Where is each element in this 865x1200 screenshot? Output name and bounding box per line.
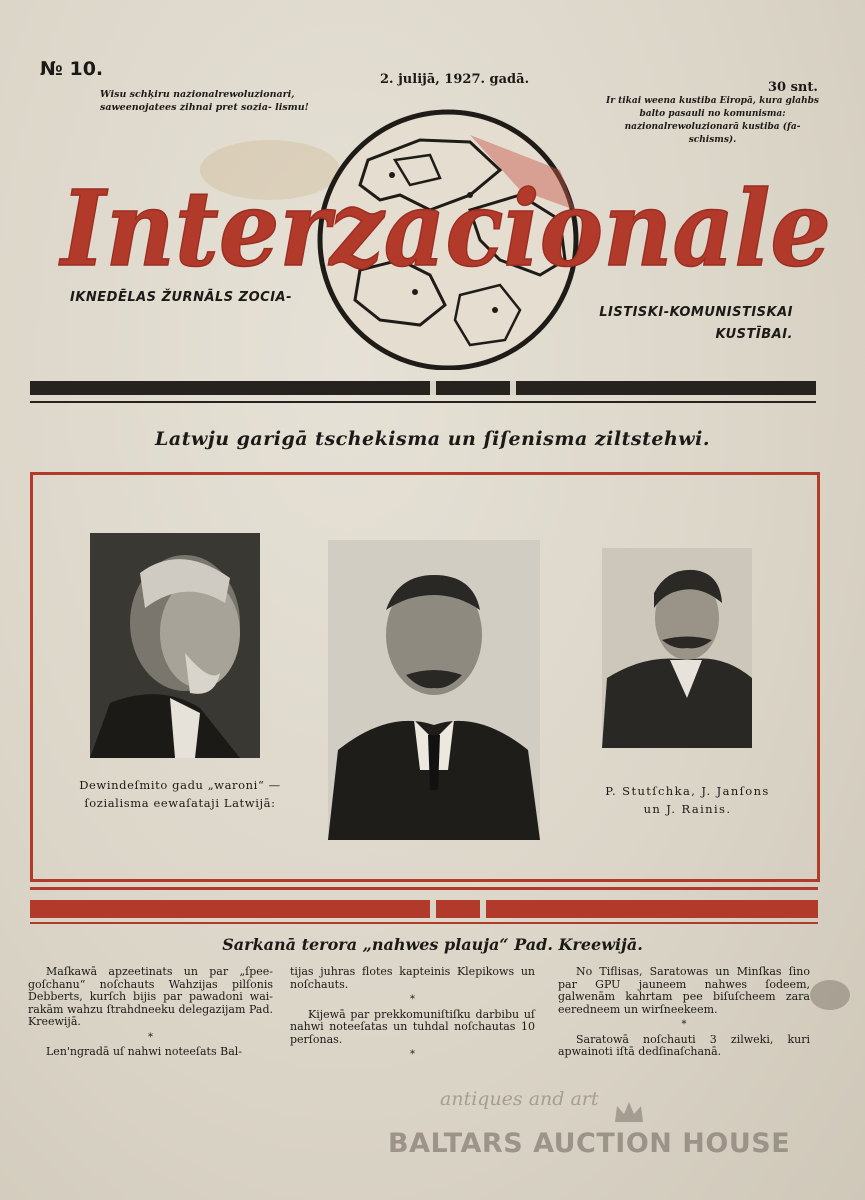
- issue-number: № 10.: [40, 58, 104, 80]
- red-rule-thin: [30, 887, 818, 890]
- article-paragraph: Kijewā par prekkomuniſtiſku darbibu uſ nahwi noteeſatas un tuhdal noſchautas 10 perſonas.: [290, 1007, 535, 1046]
- portrait-right-image: [602, 548, 752, 748]
- watermark-brand: BALTARS AUCTION HOUSE: [388, 1128, 791, 1159]
- caption-right-line1: P. Stutſchka, J. Janſons: [605, 784, 770, 798]
- masthead-subtitle-right: [568, 302, 793, 346]
- masthead-title: Interzacionale: [58, 167, 831, 290]
- article-column-2: [290, 966, 535, 1064]
- separator-star: *: [148, 1031, 153, 1043]
- masthead-rule: [30, 381, 816, 395]
- article-paragraph: Maſkawā apzeetinats un par „ſpee- goſchanu“ noſchauts Wahzijas pilſonis Debberts, kurſch bijis par pawadoni wai- rakām wahzu ſtrahdneeku delegazijam Pad. Kreewijā.: [28, 965, 273, 1028]
- watermark-tagline: antiques and art: [440, 1088, 599, 1110]
- caption-right-line2: un J. Rainis.: [643, 802, 732, 816]
- portrait-left: [90, 533, 260, 758]
- article-title: Sarkanā terora „nahwes plauja“ Pad. Kreewijā.: [222, 935, 643, 954]
- separator-star: *: [681, 1019, 687, 1030]
- article-column-1: [28, 966, 273, 1062]
- issue-date: 2. julijā, 1927. gadā.: [380, 72, 530, 87]
- caption-left: [70, 776, 290, 812]
- caption-right: [575, 782, 800, 818]
- article-paragraph: No Tiflisas, Saratowas un Minſkas ſino par GPU jauneem nahwes ſodeem, galwenām kahrtam pee biſuſcheem zara eeredneem un wirſneekeem.: [558, 965, 810, 1016]
- issue-price: 30 snt.: [768, 80, 818, 95]
- motto-right: Ir tikai weena kustiba Eiropā, kura glahbs balto pasauli no komunisma: nazionalrewoluzionarā kustiba (fa- schisms).: [605, 96, 820, 145]
- portrait-center: [328, 540, 540, 840]
- separator-star: *: [410, 1049, 415, 1060]
- portrait-right: [602, 548, 752, 748]
- masthead-rule-thin: [30, 401, 816, 403]
- red-rule-bar: [30, 900, 818, 918]
- caption-left-line1: Dewindeſmito gadu „waroni“ —: [79, 778, 281, 792]
- separator-star: *: [410, 994, 415, 1005]
- masthead-subtitle-right-line1: LISTISKI-KOMUNISTISKAI: [599, 305, 793, 320]
- paper-stain: [810, 980, 850, 1010]
- article-paragraph: tijas juhras flotes kapteinis Klepikows un noſchauts.: [290, 965, 535, 991]
- masthead-subtitle-right-line2: KUSTĪBAI.: [715, 327, 793, 342]
- masthead-subtitle-left: IKNEDĒLAS ŽURNĀLS ZOCIA-: [70, 290, 292, 305]
- feature-headline: Latwju garigā tschekisma un ſiſenisma ziltstehwi.: [155, 428, 710, 450]
- article-column-3: [558, 966, 810, 1062]
- article-paragraph: Len'ngradā uſ nahwi noteeſats Bal-: [46, 1045, 242, 1058]
- crown-icon: [613, 1100, 645, 1124]
- article-paragraph: Saratowā noſchauti 3 zilweki, kuri apwainoti iſtā dedſinaſchanā.: [558, 1032, 810, 1058]
- portrait-left-image: [90, 533, 260, 758]
- red-rule-thin-bottom: [30, 922, 818, 924]
- caption-left-line2: ſozialisma eewaſataji Latwijā:: [84, 796, 276, 810]
- portrait-center-image: [328, 540, 540, 840]
- motto-left: Wisu schķiru nazionalrewoluzionari, saweenojatees zihnai pret sozia- lismu!: [100, 89, 309, 113]
